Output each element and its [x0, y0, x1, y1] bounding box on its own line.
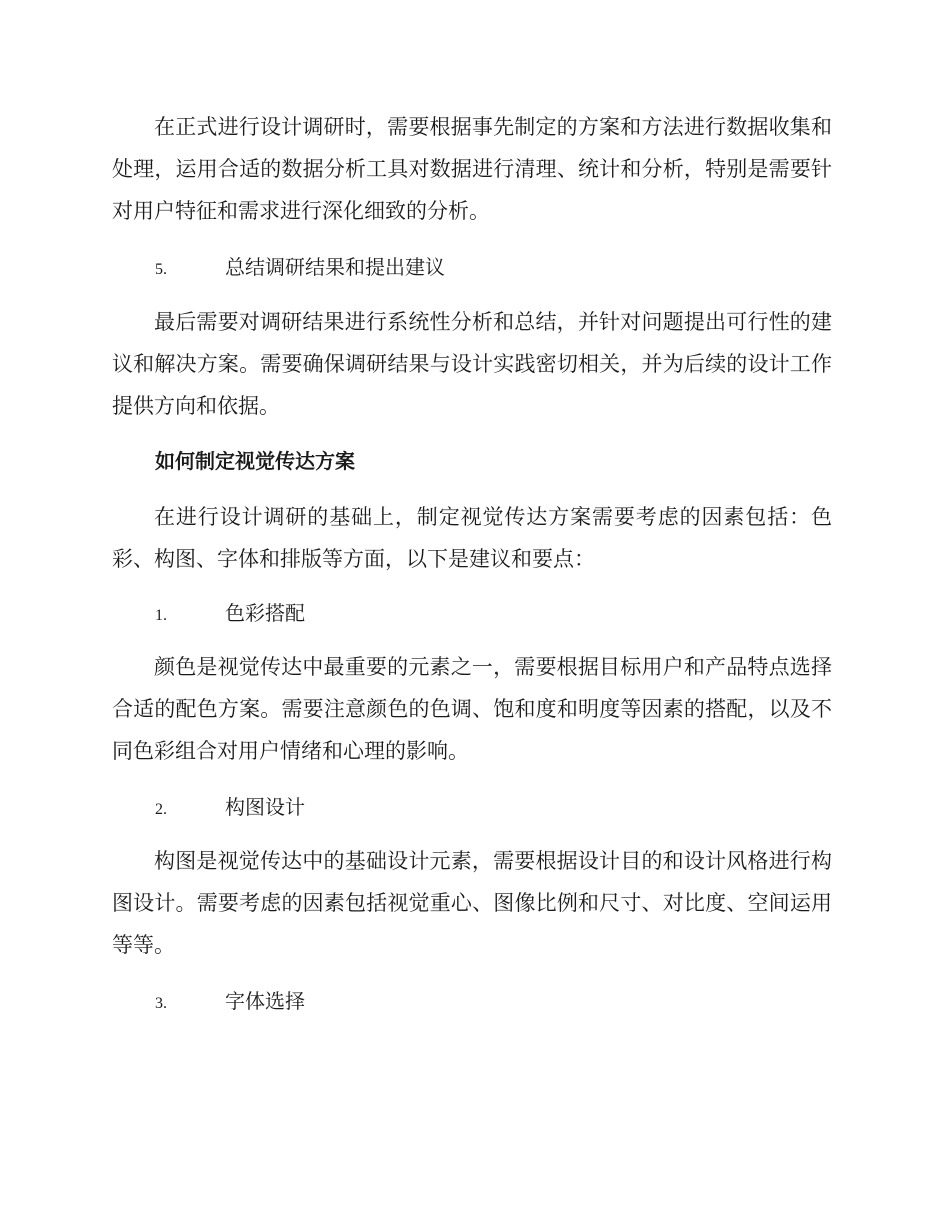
- paragraph: 在正式进行设计调研时，需要根据事先制定的方案和方法进行数据收集和处理，运用合适的数据分析工具对数据进行清理、统计和分析，特别是需要针对用户特征和需求进行深化细致的分析。: [112, 115, 832, 223]
- list-item-text: 色彩搭配: [225, 601, 305, 625]
- list-item: [155, 598, 305, 631]
- list-number: 3.: [155, 995, 167, 1012]
- paragraph: 在进行设计调研的基础上，制定视觉传达方案需要考虑的因素包括：色彩、构图、字体和排版等方面，以下是建议和要点：: [112, 505, 832, 571]
- list-item: [155, 986, 305, 1019]
- list-number: 5.: [155, 261, 167, 278]
- list-number: 2.: [155, 801, 167, 818]
- list-item-text: 字体选择: [225, 989, 305, 1013]
- list-number: 1.: [155, 607, 167, 624]
- list-item: [155, 252, 445, 285]
- list-item: [155, 792, 305, 825]
- paragraph: 构图是视觉传达中的基础设计元素，需要根据设计目的和设计风格进行构图设计。需要考虑的因素包括视觉重心、图像比例和尺寸、对比度、空间运用等等。: [112, 849, 832, 957]
- list-item-text: 总结调研结果和提出建议: [225, 255, 445, 279]
- paragraph: 颜色是视觉传达中最重要的元素之一，需要根据目标用户和产品特点选择合适的配色方案。需要注意颜色的色调、饱和度和明度等因素的搭配，以及不同色彩组合对用户情绪和心理的影响。: [112, 655, 832, 763]
- paragraph: 最后需要对调研结果进行系统性分析和总结，并针对问题提出可行性的建议和解决方案。需要确保调研结果与设计实践密切相关，并为后续的设计工作提供方向和依据。: [112, 310, 832, 418]
- section-heading: 如何制定视觉传达方案: [155, 449, 355, 473]
- list-item-text: 构图设计: [225, 795, 305, 819]
